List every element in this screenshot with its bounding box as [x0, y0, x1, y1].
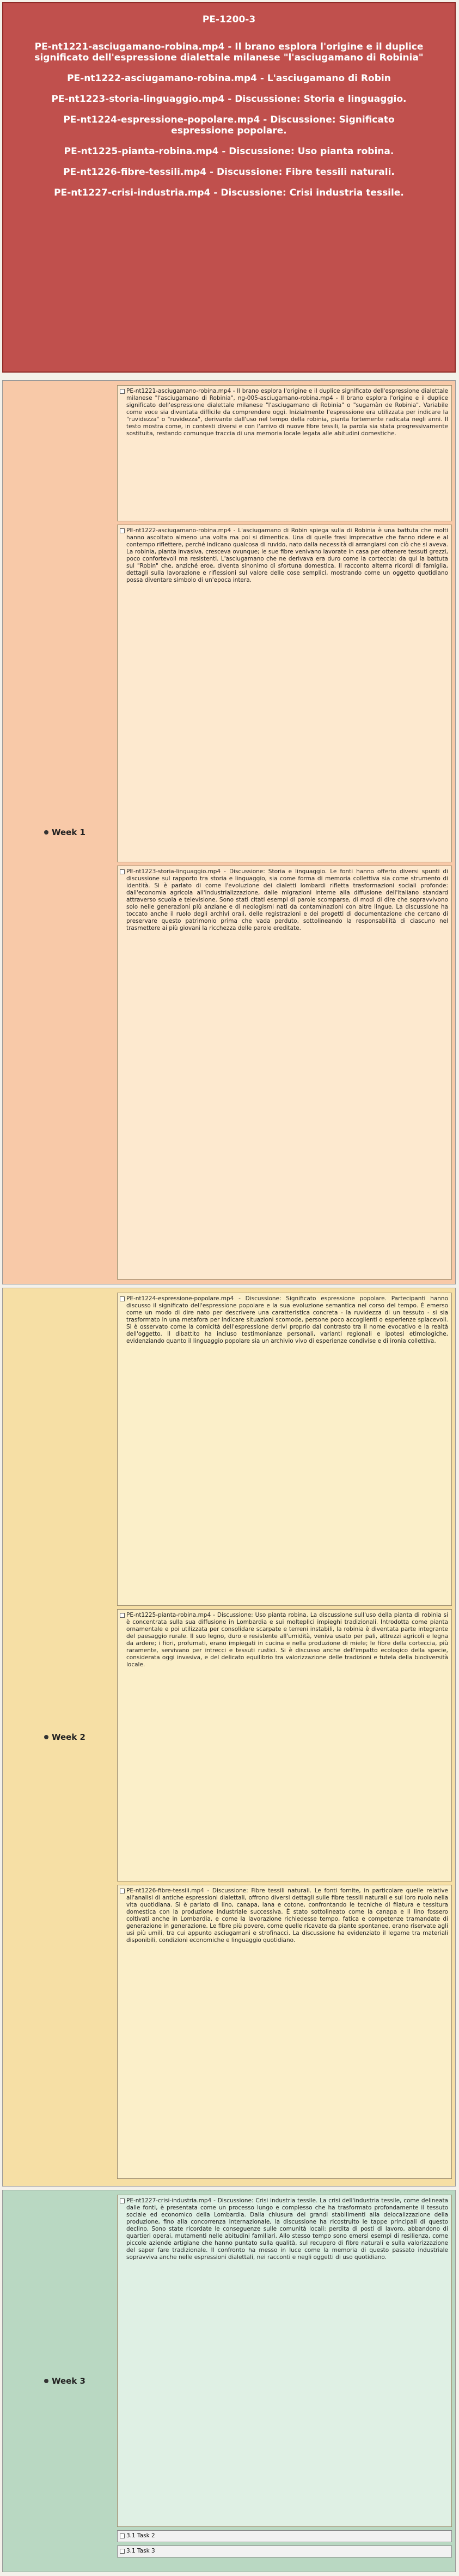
week-2-content	[117, 1293, 452, 2182]
banner-item-6: PE-nt1226-fibre-tessili.mp4 - Discussione: Fibre tessili naturali.	[63, 167, 395, 178]
note-text: PE-nt1222-asciugamano-robina.mp4 - L'asciugamano di Robin spiega sulla di Robinia è una battuta che molti hanno ascoltato almeno una volta ma poi si dimentica. Una di quelle frasi imprecative che fanno ridere e al contempo riflettere, perché indicano qualcosa di ruvido, nato dalla necessità di arrangiarsi con ciò che si aveva. La robinia, pianta invasiva, cresceva ovunque; le sue fibre venivano lavorate in casa per ottenere tessuti grezzi, poco confortevoli ma resistenti. L'asciugamano che ne derivava era duro come la corteccia: da qui la battuta sul "Robin" che, anziché eroe, diventa sinonimo di sfortuna domestica. Il racconto alterna ricordi di famiglia, dettagli sulla lavorazione e riflessioni sul valore delle cose semplici, mostrando come un oggetto quotidiano possa diventare simbolo di un'epoca intera.	[126, 527, 448, 583]
week-1-content	[117, 385, 452, 1280]
checkbox-icon[interactable]	[120, 1889, 125, 1893]
banner-item-7: PE-nt1227-crisi-industria.mp4 - Discussione: Crisi industria tessile.	[54, 187, 404, 198]
banner-item-2: PE-nt1222-asciugamano-robina.mp4 - L'asciugamano di Robin	[67, 73, 391, 84]
note-card[interactable]	[117, 866, 452, 1280]
week-2-label[interactable]	[44, 1732, 85, 1742]
week-3-label[interactable]	[44, 2376, 85, 2386]
note-text: PE-nt1226-fibre-tessili.mp4 - Discussione: Fibre tessili naturali. Le fonti fornite, in particolare quelle relative all'analisi di antiche espressioni dialettali, offrono diversi dettagli sulle fibre tessili naturali e sul loro ruolo nella vita quotidiana. Si è parlato di lino, canapa, lana e cotone, confrontando le tecniche di filatura e tessitura domestica con la produzione industriale successiva. È stato sottolineato come la canapa e il lino fossero coltivati anche in Lombardia, e come la lavorazione richiedesse tempo, fatica e competenze tramandate di generazione in generazione. Le fibre più povere, come quelle ricavate da piante spontanee, erano riservate agli usi più umili, tra cui appunto asciugamani e strofinacci. La discussione ha evidenziato il legame tra materiali disponibili, condizioni economiche e linguaggio quotidiano.	[126, 1887, 448, 1944]
week-3-section	[2, 2190, 456, 2572]
bullet-icon	[44, 1735, 48, 1739]
week-label-column	[3, 381, 112, 1284]
note-card[interactable]	[117, 1293, 452, 1606]
week-3-label-text: Week 3	[52, 2376, 85, 2386]
checkbox-icon[interactable]	[120, 1613, 125, 1618]
note-card[interactable]	[117, 2195, 452, 2527]
note-text: PE-nt1225-pianta-robina.mp4 - Discussione: Uso pianta robina. La discussione sull'uso della pianta di robinia si è concentrata sulla sua diffusione in Lombardia e sui molteplici impieghi tradizionali. Introdotta come pianta ornamentale e poi utilizzata per consolidare scarpate e terreni instabili, la robinia è diventata parte integrante del paesaggio rurale. Il suo legno, duro e resistente all'umidità, veniva usato per pali, attrezzi agricoli e legna da ardere; i fiori, profumati, erano impiegati in cucina e nella produzione di miele; le fibre della corteccia, più raramente, servivano per intrecci e tessuti rustici. Si è discusso anche dell'impatto ecologico della specie, considerata oggi invasiva, e del delicato equilibrio tra valorizzazione delle tradizioni e tutela della biodiversità locale.	[126, 1612, 448, 1668]
checkbox-icon[interactable]	[120, 2549, 125, 2554]
note-text: PE-nt1224-espressione-popolare.mp4 - Discussione: Significato espressione popolare. Partecipanti hanno discusso il significato dell'espressione popolare e la sua evoluzione semantica nel corso del tempo. È emerso come un modo di dire nato per descrivere una caratteristica concreta - la ruvidezza di un tessuto - si sia trasformato in una metafora per indicare situazioni scomode, persone poco accoglienti o esperienze spiacevoli. Si è osservato come la comicità dell'espressione derivi proprio dal contrasto tra il nome evocativo e la realtà dell'oggetto. Il dibattito ha incluso testimonianze personali, varianti regionali e ipotesi etimologiche, evidenziando quanto il linguaggio popolare sia un archivio vivo di esperienze condivise e di ironia collettiva.	[126, 1295, 448, 1344]
note-text: PE-nt1227-crisi-industria.mp4 - Discussione: Crisi industria tessile. La crisi dell'industria tessile, come delineata dalle fonti, è presentata come un processo lungo e complesso che ha trasformato profondamente il tessuto sociale ed economico della Lombardia. Dalla chiusura dei grandi stabilimenti alla delocalizzazione della produzione, fino alla concorrenza internazionale, la discussione ha ricostruito le tappe principali di questo declino. Sono state ricordate le conseguenze sulle comunità locali: perdita di posti di lavoro, abbandono di quartieri operai, mutamenti nelle abitudini familiari. Allo stesso tempo sono emersi esempi di resilienza, come piccole aziende artigiane che hanno puntato sulla qualità, sul recupero di fibre naturali e sulla valorizzazione del saper fare tradizionale. Il confronto ha messo in luce come la memoria di questo passato industriale sopravviva anche nelle espressioni dialettali, nei racconti e negli oggetti di uso quotidiano.	[126, 2197, 448, 2261]
week-1-label[interactable]	[44, 827, 85, 837]
week-1-section	[2, 380, 456, 1284]
checkbox-icon[interactable]	[120, 2199, 125, 2203]
bullet-icon	[44, 2379, 48, 2383]
task-item[interactable]	[117, 2545, 452, 2557]
week-label-column	[3, 2190, 112, 2572]
task-item[interactable]	[117, 2530, 452, 2542]
checkbox-icon[interactable]	[120, 2534, 125, 2538]
banner-item-4: PE-nt1224-espressione-popolare.mp4 - Discussione: Significato espressione popolare.	[63, 114, 395, 136]
note-text: PE-nt1221-asciugamano-robina.mp4 - Il brano esplora l'origine e il duplice significato dell'espressione dialettale milanese "l'asciugamano di Robinia", ng-005-asciugamano-robina.mp4 - Il brano esplora l'origine e il duplice significato dell'espressione dialettale milanese "l'asciugamano di Robinia" o "sugamàn de Robinia". Variabile come voce sia diventata difficile da comprendere oggi. Inizialmente l'espressione era utilizzata per indicare la "ruvidezza" o "ruvidezza", derivante dall'uso nel tempo della robinia, pianta fortemente radicata negli anni. Il testo mostra come, in contesti diversi e con l'arrivo di nuove fibre tessili, la parola sia stata progressivamente sostituita, restando comunque traccia di una memoria locale legata alle abitudini domestiche.	[126, 388, 448, 437]
note-text: PE-nt1223-storia-linguaggio.mp4 - Discussione: Storia e linguaggio. Le fonti hanno offerto diversi spunti di discussione sul rapporto tra storia e linguaggio, sia come forma di memoria collettiva sia come strumento di identità. Si è parlato di come l'evoluzione dei dialetti lombardi rifletta trasformazioni sociali profonde: dall'economia agricola all'industrializzazione, dalle migrazioni interne alla diffusione dell'italiano standard attraverso scuola e televisione. Sono stati citati esempi di parole scomparse, di modi di dire che sopravvivono solo nelle generazioni più anziane e di neologismi nati da contaminazioni con altre lingue. La discussione ha toccato anche il ruolo degli archivi orali, delle registrazioni e dei progetti di documentazione che cercano di preservare questo patrimonio prima che vada perduto, sottolineando la responsabilità di ciascuno nel trasmettere ai più giovani la ricchezza delle parole ereditate.	[126, 868, 448, 931]
week-2-section	[2, 1288, 456, 2187]
week-3-content	[117, 2195, 452, 2567]
task-label: 3.1 Task 3	[126, 2548, 155, 2554]
checkbox-icon[interactable]	[120, 1296, 125, 1301]
banner-item-1: PE-nt1221-asciugamano-robina.mp4 - Il brano esplora l'origine e il duplice significato dell'espressione dialettale milanese "l'asciugamano di Robinia"	[34, 41, 424, 63]
banner-item-5: PE-nt1225-pianta-robina.mp4 - Discussione: Uso pianta robina.	[64, 146, 394, 157]
note-card[interactable]	[117, 385, 452, 521]
week-2-label-text: Week 2	[52, 1732, 85, 1742]
week-1-label-text: Week 1	[52, 827, 85, 837]
bullet-icon	[44, 830, 48, 835]
note-card[interactable]	[117, 525, 452, 862]
task-label: 3.1 Task 2	[126, 2532, 155, 2539]
banner-title: PE-1200-3	[202, 14, 256, 25]
note-card[interactable]	[117, 1609, 452, 1881]
banner-item-3: PE-nt1223-storia-linguaggio.mp4 - Discussione: Storia e linguaggio.	[51, 94, 407, 105]
week-label-column	[3, 1288, 112, 2186]
checkbox-icon[interactable]	[120, 528, 125, 533]
checkbox-icon[interactable]	[120, 389, 125, 394]
title-banner	[2, 2, 456, 373]
note-card[interactable]	[117, 1885, 452, 2179]
checkbox-icon[interactable]	[120, 869, 125, 874]
